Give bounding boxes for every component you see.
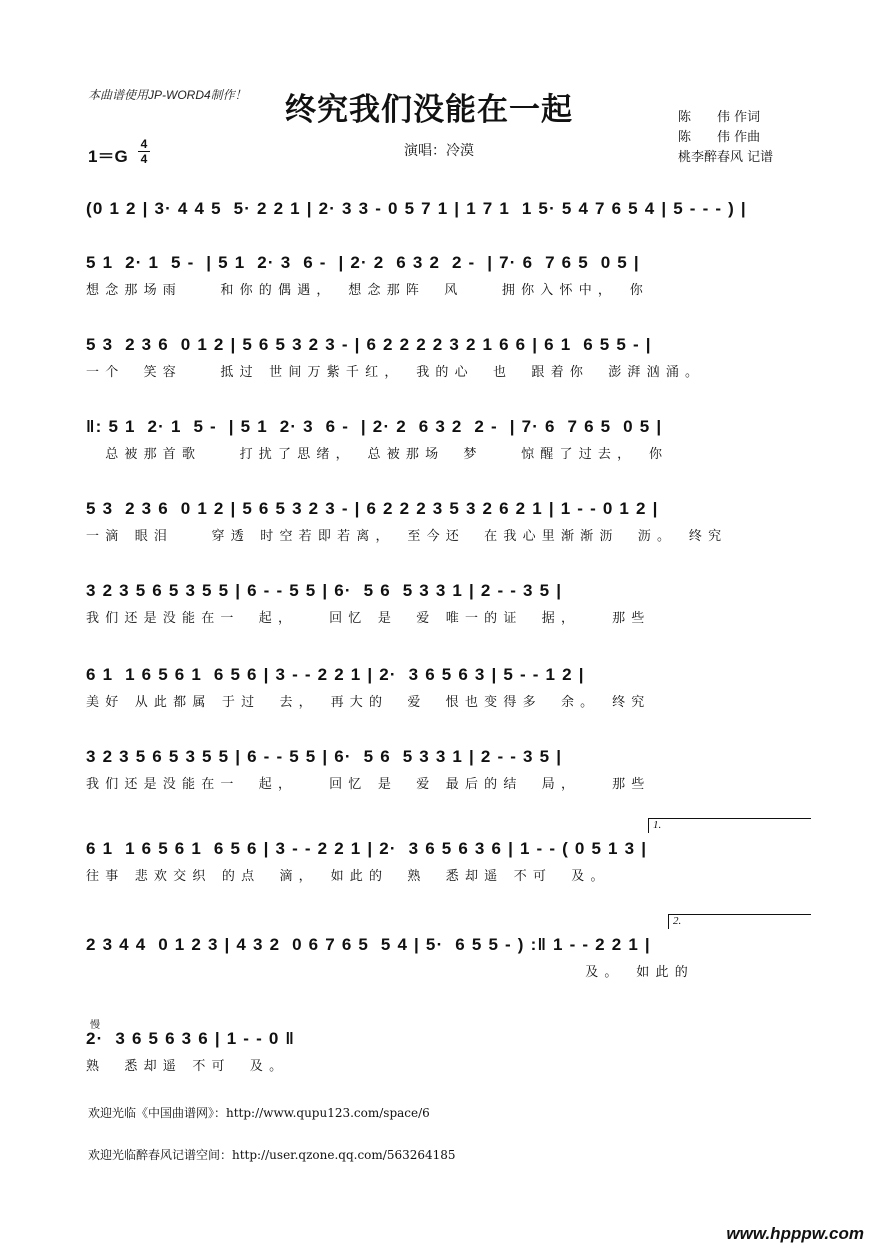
notes-line: 6 1 1 6 5 6 1 6 5 6 | 3 - - 2 2 1 | 2· 3 6 5 6 3 6 | 1 - - ( 0 5 1 3 | [86,839,648,858]
score-system-9 [86,836,806,888]
time-signature [138,138,150,165]
footer-link-qupu[interactable]: 欢迎光临《中国曲谱网》：http://www.qupu123.com/space/6 [88,1106,430,1120]
song-title: 终究我们没能在一起 [285,92,573,128]
score-system-10 [86,932,806,984]
transcriber-credit: 桃李醉春风 记谱 [678,150,774,165]
notes-line: (0 1 2 | 3· 4 4 5 5· 2 2 1 | 2· 3 3 - 0 5 7 1 | 1 7 1 1 5· 5 4 7 6 5 4 | 5 - - - ) | [86,199,747,218]
tempo-mark: 慢 [90,1020,100,1031]
lyrics-line: 一个 笑容 抵过 世间万紫千红， 我的心 也 跟着你 澎湃汹涌。 [86,365,705,380]
composer-credit: 陈 伟 作曲 [678,130,761,145]
notes-line: 5 3 2 3 6 0 1 2 | 5 6 5 3 2 3 - | 6 2 2 2 3 5 3 2 6 2 1 | 1 - - 0 1 2 | [86,499,659,518]
credits [678,108,773,168]
footer-link-qzone[interactable]: 欢迎光临醉春风记谱空间：http://user.qzone.qq.com/563264185 [88,1148,456,1162]
notes-line: 2 3 4 4 0 1 2 3 | 4 3 2 0 6 7 6 5 5 4 | 5· 6 5 5 - ) :‖ 1 - - 2 2 1 | [86,935,651,954]
score-system-4 [86,414,806,466]
lyrics-line: 我们还是没能在一 起， 回忆 是 爱 唯一的证 据， 那些 [86,611,651,626]
lyrics-line: 美好 从此都属 于过 去， 再大的 爱 恨也变得多 余。 终究 [86,695,651,710]
score-system-8 [86,744,806,796]
first-ending-bracket: 1. [648,818,811,833]
singer-credit: 演唱：冷漠 [404,143,474,159]
notes-line: 6 1 1 6 5 6 1 6 5 6 | 3 - - 2 2 1 | 2· 3 6 5 6 3 | 5 - - 1 2 | [86,665,585,684]
lyrics-line: 一滴 眼泪 穿透 时空若即若离， 至今还 在我心里渐渐沥 沥。 终究 [86,529,728,544]
key-signature: 1＝G [88,147,128,166]
site-watermark: www.hpppw.com [726,1224,864,1243]
lyrics-line: 想念那场雨 和你的偶遇， 想念那阵 风 拥你入怀中， 你 [86,283,650,298]
score-system-2 [86,250,806,302]
notes-line: 3 2 3 5 6 5 3 5 5 | 6 - - 5 5 | 6· 5 6 5 3 3 1 | 2 - - 3 5 | [86,581,563,600]
score-system-5 [86,496,806,548]
time-signature-top: 4 [140,137,148,151]
lyrics-line: 我们还是没能在一 起， 回忆 是 爱 最后的结 局， 那些 [86,777,651,792]
notes-line: 3 2 3 5 6 5 3 5 5 | 6 - - 5 5 | 6· 5 6 5 3 3 1 | 2 - - 3 5 | [86,747,563,766]
lyricist-credit: 陈 伟 作词 [678,110,761,125]
score-system-1 [86,196,806,222]
score-system-3 [86,332,806,384]
second-ending-bracket: 2. [668,914,811,929]
lyrics-line: 总被那首歌 打扰了思绪， 总被那场 梦 惊醒了过去， 你 [86,447,669,462]
notes-line: 2· 3 6 5 6 3 6 | 1 - - 0 ‖ [86,1029,296,1048]
time-signature-bottom: 4 [140,152,148,166]
score-system-6 [86,578,806,630]
lyrics-line: 及。 如此的 [86,965,694,980]
notes-line: ‖: 5 1 2· 1 5 - | 5 1 2· 3 6 - | 2· 2 6 3 2 2 - | 7· 6 7 6 5 0 5 | [86,417,663,436]
lyrics-line: 熟 悉却遥 不可 及。 [86,1059,289,1074]
score-system-7 [86,662,806,714]
notes-line: 5 1 2· 1 5 - | 5 1 2· 3 6 - | 2· 2 6 3 2 2 - | 7· 6 7 6 5 0 5 | [86,253,640,272]
score-system-11 [86,1026,806,1078]
notes-line: 5 3 2 3 6 0 1 2 | 5 6 5 3 2 3 - | 6 2 2 2 2 3 2 1 6 6 | 6 1 6 5 5 - | [86,335,652,354]
software-note: 本曲谱使用JP-WORD4制作！ [88,88,247,102]
lyrics-line: 往事 悲欢交织 的点 滴， 如此的 熟 悉却遥 不可 及。 [86,869,610,884]
